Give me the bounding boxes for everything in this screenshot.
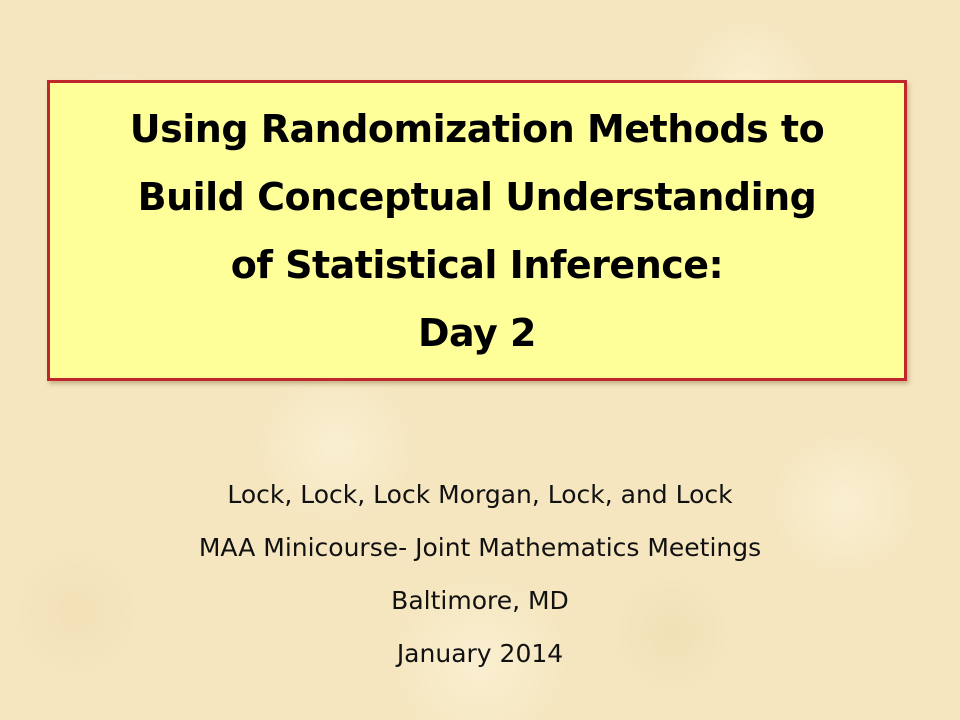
- slide-title: [130, 95, 824, 367]
- title-line-1: Using Randomization Methods to: [129, 106, 825, 151]
- slide-subtitle: [0, 468, 960, 680]
- subtitle-event: MAA Minicourse- Joint Mathematics Meetings: [198, 533, 762, 562]
- subtitle-location: Baltimore, MD: [391, 586, 569, 615]
- title-line-4: Day 2: [418, 310, 536, 355]
- title-line-2: Build Conceptual Understanding: [137, 174, 817, 219]
- subtitle-authors: Lock, Lock, Lock Morgan, Lock, and Lock: [227, 480, 733, 509]
- title-box: [47, 80, 907, 381]
- title-line-3: of Statistical Inference:: [230, 242, 724, 287]
- subtitle-date: January 2014: [396, 639, 564, 668]
